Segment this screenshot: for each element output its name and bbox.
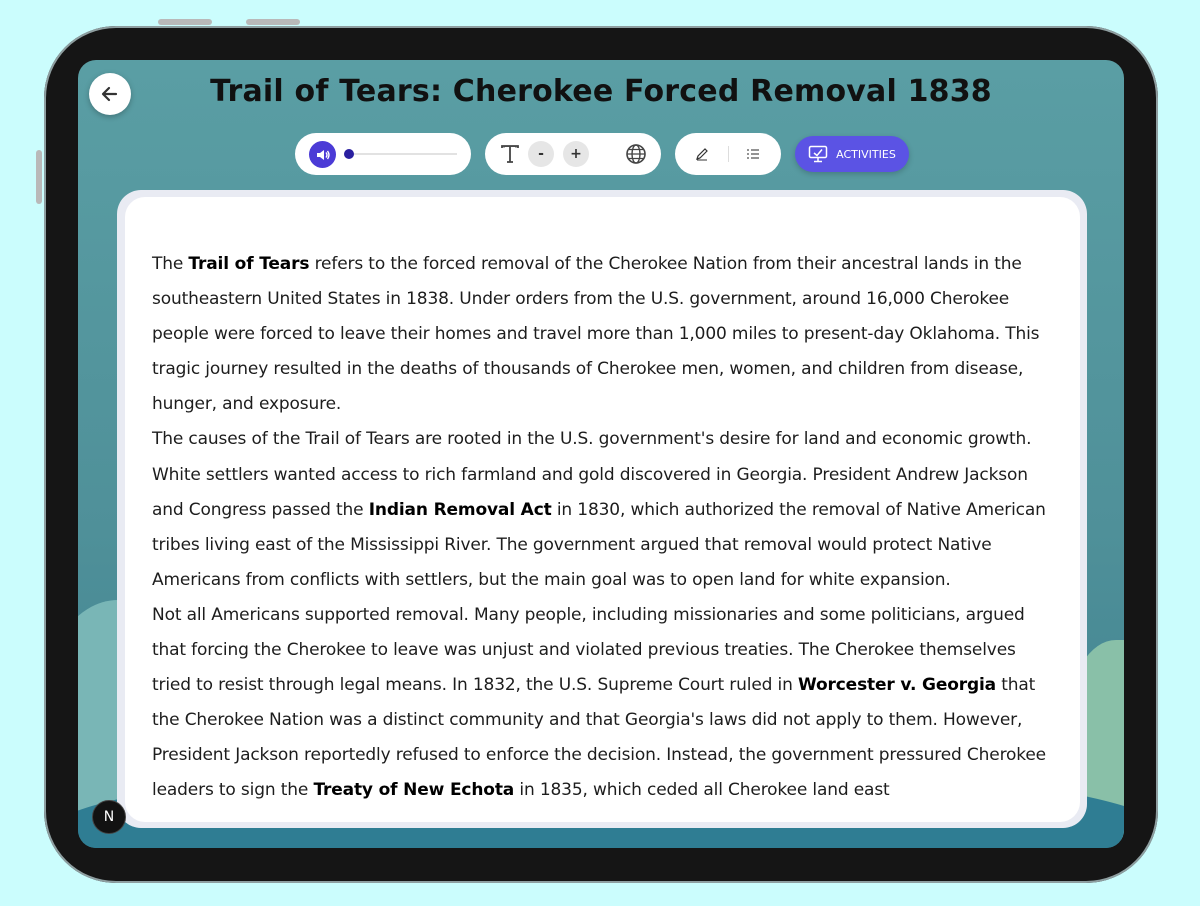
audio-player xyxy=(295,133,471,175)
increase-font-button[interactable]: + xyxy=(563,141,589,167)
typography-icon xyxy=(499,143,521,165)
activities-button[interactable] xyxy=(795,136,909,172)
article-paragraph: The causes of the Trail of Tears are rooted in the U.S. government's desire for land and economic growth. White settlers wanted access to rich farmland and gold discovered in Georgia. President Andrew Jackson and Congress passed the Indian Removal Act in 1830, which authorized the removal of Native American tribes living east of the Mississippi River. The government argued that removal would protect Native Americans from conflicts with settlers, but the main goal was to open land for white expansion. xyxy=(152,429,1046,590)
highlight-button[interactable] xyxy=(693,145,711,163)
key-term[interactable]: Treaty of New Echota xyxy=(313,780,515,801)
app-badge[interactable]: N xyxy=(92,800,126,834)
audio-progress-handle[interactable] xyxy=(344,149,354,159)
tools-divider xyxy=(728,146,729,162)
font-style-button[interactable] xyxy=(497,142,523,166)
notes-list-button[interactable] xyxy=(744,145,762,163)
key-term[interactable]: Trail of Tears xyxy=(188,254,310,274)
annotation-tools-group xyxy=(675,133,781,175)
app-screen xyxy=(78,60,1124,848)
audio-progress-track[interactable] xyxy=(345,153,457,155)
volume-up-hardware-button xyxy=(158,19,212,25)
key-term[interactable]: Indian Removal Act xyxy=(368,499,552,520)
volume-down-hardware-button xyxy=(246,19,300,25)
page-title: Trail of Tears: Cherokee Forced Removal 1838 xyxy=(210,74,992,109)
article-paragraph: The Trail of Tears refers to the forced removal of the Cherokee Nation from their ancestral lands in the southeastern United States in 1838. Under orders from the U.S. government, around 16,000 Cherokee people were forced to leave their homes and travel more than 1,000 miles to present-day Oklahoma. This tragic journey resulted in the deaths of thousands of Cherokee men, women, and children from disease, hunger, and exposure. xyxy=(152,254,1040,415)
decrease-font-button[interactable]: - xyxy=(528,141,554,167)
speaker-icon xyxy=(315,147,331,163)
text-settings-group xyxy=(485,133,661,175)
translate-button[interactable] xyxy=(624,142,648,166)
article-text xyxy=(152,247,1052,809)
play-audio-button[interactable] xyxy=(309,141,336,168)
reading-card[interactable] xyxy=(125,197,1080,822)
activities-label: ACTIVITIES xyxy=(836,147,896,161)
key-term[interactable]: Worcester v. Georgia xyxy=(798,675,996,696)
power-hardware-button xyxy=(36,150,42,204)
presentation-icon xyxy=(808,145,828,163)
globe-icon xyxy=(625,143,647,165)
list-icon xyxy=(746,148,760,160)
pencil-icon xyxy=(695,147,709,161)
article-paragraph: Not all Americans supported removal. Many people, including missionaries and some politicians, argued that forcing the Cherokee to leave was unjust and violated previous treaties. The Cherokee themselves tried to resist through legal means. In 1832, the U.S. Supreme Court ruled in Worcester v. Georgia that the Cherokee Nation was a distinct community and that Georgia's laws did not apply to them. However, President Jackson reportedly refused to enforce the decision. Instead, the government pressured Cherokee leaders to sign the Treaty of New Echota in 1835, which ceded all Cherokee land east xyxy=(152,604,1046,801)
